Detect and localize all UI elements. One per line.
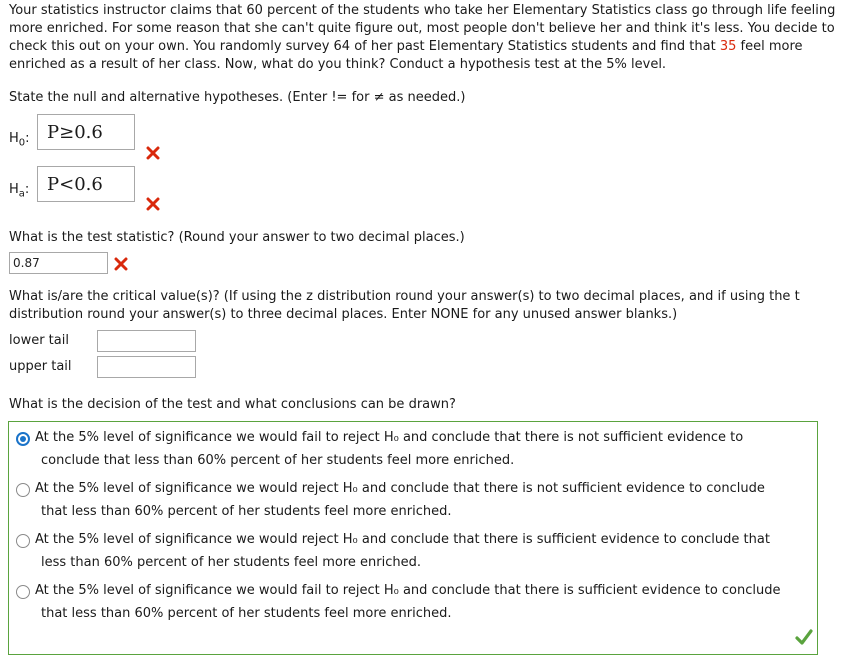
ha-subscript: a — [18, 188, 25, 200]
radio-button[interactable] — [16, 534, 30, 548]
ha-label: $H_a$: — [9, 182, 30, 200]
incorrect-x-icon — [146, 146, 160, 160]
ha-letter: H — [9, 182, 19, 197]
upper-tail-input[interactable] — [97, 356, 196, 378]
critical-value-question: What is/are the critical value(s)? (If using the z distribution round your answer(s) to two decimal places, and if using the t distribution round your answer(s) to three decimal places. Enter NONE for any unused answer blanks.) — [9, 289, 800, 322]
option-line2: that less than 60% percent of her students feel more enriched. — [41, 606, 452, 621]
option-line1: At the 5% level of significance we would fail to reject H₀ and conclude that there is not sufficient evidence to — [35, 430, 744, 445]
correct-check-icon — [795, 629, 813, 645]
h0-subscript: 0 — [18, 137, 26, 149]
option-line1: At the 5% level of significance we would fail to reject H₀ and conclude that there is sufficient evidence to conclude — [35, 583, 781, 598]
problem-statement — [9, 2, 841, 74]
highlighted-count: 35 — [719, 39, 737, 54]
option-text — [35, 477, 815, 523]
h0-label: $H_0$: — [9, 131, 30, 149]
decision-question: What is the decision of the test and what conclusions can be drawn? — [9, 397, 456, 412]
option-line2: less than 60% percent of her students feel more enriched. — [41, 555, 421, 570]
option-line1: At the 5% level of significance we would reject H₀ and conclude that there is not sufficient evidence to conclude — [35, 481, 765, 496]
problem-text-before: Your statistics instructor claims that 60 percent of the students who take her Elementary Statistics class go through life feeling more enriched. For some reason that she can't quite figure out, most people don't believe her and think it's less. You decide to check this out on your own. You randomly survey 64 of her past Elementary Statistics students and find that — [9, 3, 836, 54]
lower-tail-input[interactable] — [97, 330, 196, 352]
radio-button[interactable] — [16, 483, 30, 497]
incorrect-x-icon — [114, 257, 128, 271]
option-text — [35, 426, 815, 472]
h0-input[interactable]: P≥0.6 — [37, 114, 135, 150]
ha-input[interactable]: P<0.6 — [37, 166, 135, 202]
radio-button[interactable] — [16, 585, 30, 599]
option-line1: At the 5% level of significance we would reject H₀ and conclude that there is sufficient evidence to conclude that — [35, 532, 770, 547]
option-text — [35, 579, 815, 625]
test-statistic-question: What is the test statistic? (Round your answer to two decimal places.) — [9, 230, 465, 245]
problem-text-after: feel more enriched as a result of her class. Now, what do you think? Conduct a hypothesis test at the 5% level. — [9, 39, 803, 72]
hypotheses-instruction: State the null and alternative hypotheses. (Enter != for ≠ as needed.) — [9, 90, 466, 105]
incorrect-x-icon — [146, 197, 160, 211]
option-line2: conclude that less than 60% percent of her students feel more enriched. — [41, 453, 515, 468]
test-statistic-input[interactable]: 0.87 — [9, 252, 108, 274]
radio-button-selected[interactable] — [16, 432, 30, 446]
decision-options-group — [8, 421, 818, 655]
option-text — [35, 528, 815, 574]
upper-tail-label: upper tail — [9, 359, 72, 374]
lower-tail-label: lower tail — [9, 333, 69, 348]
h0-letter: H — [9, 131, 19, 146]
option-line2: that less than 60% percent of her students feel more enriched. — [41, 504, 452, 519]
